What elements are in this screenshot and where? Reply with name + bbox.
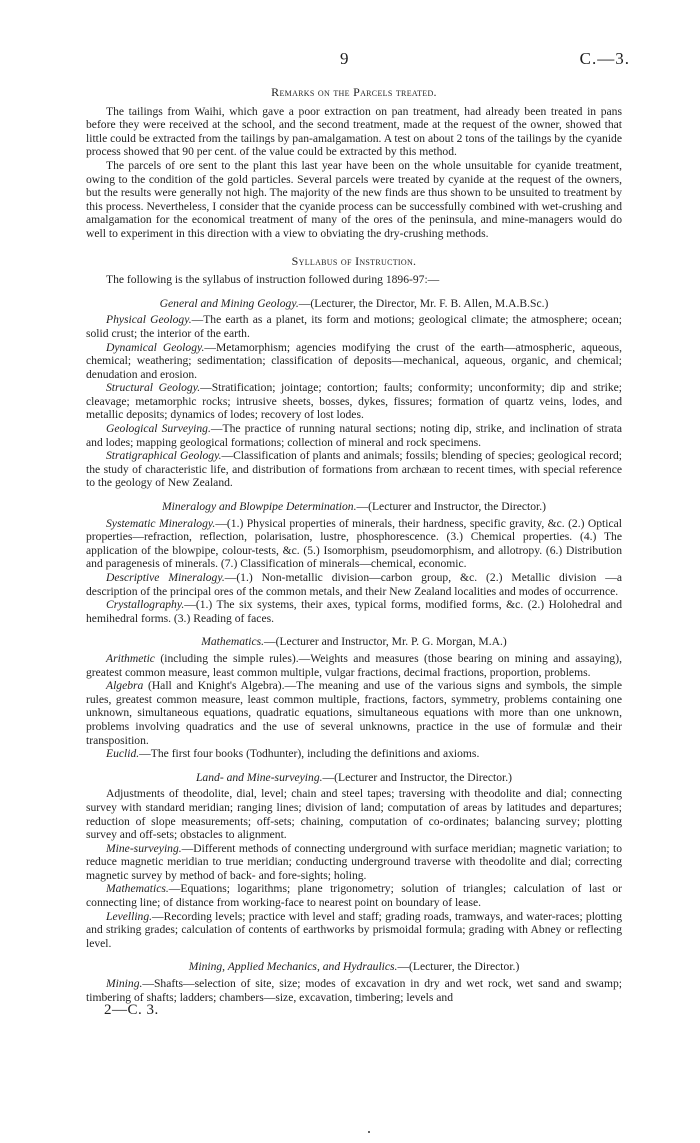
remarks-heading: Remarks on the Parcels treated. [271,85,437,99]
topic-lead: Mathematics. [106,882,169,896]
subject-title: Land- and Mine-surveying. [195,770,323,784]
syllabus-item [86,517,622,571]
topic-text: —Recording levels; practice with level and staff; grading roads, tramways, and water-races; plotting and striking grades; calculation of contents of earthworks by prismoidal formula; grading with Abney or reflecting level. [86,909,622,950]
syllabus-item [86,313,622,340]
topic-text: —Equations; logarithms; plane trigonometry; solution of triangles; calculation of last or connecting line; of distance from working-face to nearest point on boundary of lease. [86,882,622,910]
subject-heading-mining [86,960,622,974]
signature-reference: 2—C. 3. [104,1002,159,1018]
subject-lecturer: —(Lecturer and Instructor, the Director.) [356,500,546,514]
topic-text: (Hall and Knight's Algebra).—The meaning and use of the various signs and symbols, the simple rules, greatest common measure, least common multiple, fractions, factors, symmetry, problems containing one unknown, simultaneous equations, quadratic equations, simultaneous equations with more than one unknown, problems involving quadratics and the use of several unknowns, practice in the use of formulæ and their transposition. [86,679,622,747]
subject-lecturer: —(Lecturer, the Director.) [397,960,520,974]
subject-heading-mathematics [86,635,622,649]
topic-text: —Different methods of connecting underground with surface meridian; magnetic variation; to reduce magnetic meridian to true meridian; conducting underground traverse with theodolite and dial; correcting magnetic survey by method of back- and fore-sights; holing. [86,841,622,882]
topic-text: (including the simple rules).—Weights and measures (those bearing on mining and assaying), greatest common measure, least common multiple, vulgar fractions, decimal fractions, proportion, problems. [86,651,622,679]
subject-lecturer: —(Lecturer and Instructor, the Director.) [322,770,512,784]
remarks-paragraph: The parcels of ore sent to the plant this last year have been on the whole unsuitable for cyanide treatment, owing to the condition of the gold particles. Several parcels were treated by cyanide at the request of the owners, but the results were generally not high. The majority of the new finds are thus shown to be unsuited to treatment by this process. Nevertheless, I consider that the cyanide process can be successfully combined with wet-crushing and amalgamation for the economical treatment of many of the ores of the peninsula, and mine-managers would do well to experiment in this direction with a view to obviating the dry-crushing methods. [86,158,622,240]
topic-text: —(1.) Non-metallic division—carbon group, &c. (2.) Metallic division —a description of the principal ores of the common metals, and their New Zealand localities and modes of occurrence. [86,571,622,598]
syllabus-item [86,652,622,679]
topic-text: —Classification of plants and animals; fossils; blending of species; geological record; the study of characteristic life, and distribution of formations from archæan to recent times, with special reference to the geology of New Zealand. [86,449,622,490]
page-number: 9 [340,49,349,68]
topic-text: —(1.) Physical properties of minerals, their hardness, specific gravity, &c. (2.) Optical properties—refraction, reflection, polarisation, lustre, phosphorescence. (3.) Chemical properties. (4.) The application of the blowpipe, colour-tests, &c. (5.) Isomorphism, pseudomorphism, and allotropy. (6.) Distribution and paragenesis of minerals. (7.) Classification of minerals—chemical, economic. [86,516,622,571]
subject-heading-surveying [86,771,622,785]
topic-text: —The practice of running natural sections; noting dip, strike, and inclination of strata and lodes; mapping geological formations; collection of mineral and rock specimens. [86,422,623,449]
page-content [86,86,622,1004]
syllabus-item [86,598,622,625]
syllabus-item [86,910,622,951]
topic-lead: Physical Geology. [106,313,192,327]
remarks-paragraph: The tailings from Waihi, which gave a poor extraction on pan treatment, had already been treated in pans before they were received at the school, and the second treatment, made at the request of the owner, showed that little could be extracted from the tailings by pan-amalgamation. A test on about 2 tons of the tailings by the cyanide process showed that 90 per cent. of the value could be extracted by this method. [86,104,622,159]
syllabus-item [86,842,622,883]
syllabus-item [86,341,622,382]
syllabus-item [86,747,622,761]
syllabus-item [86,571,622,598]
topic-text: —Stratification; jointage; contortion; faults; conformity; unconformity; dip and strike; cleavage; metamorphic rocks; intrusive sheets, bosses, dykes, fissures; formation of quartz veins, lodes, and metallic deposits; dynamics of lodes; recovery of lost lodes. [86,381,622,422]
subject-lecturer: —(Lecturer, the Director, Mr. F. B. Allen, M.A.B.Sc.) [298,296,549,310]
syllabus-item [86,679,622,747]
topic-text: —Metamorphism; agencies modifying the crust of the earth—atmospheric, aqueous, chemical; weathering; sedimentation; classification of deposits—mechanical, aqueous, organic, and chemical; denudation and erosion. [86,340,622,381]
subject-title: Mining, Applied Mechanics, and Hydraulics. [188,960,398,974]
syllabus-item: Adjustments of theodolite, dial, level; chain and steel tapes; traversing with theodolite and dial; connecting survey with standard meridian; ranging lines; division of land; computation of areas by latitudes and departures; reduction of slope measurements; off-sets; chaining, computation of co-ordinates; balancing survey; plotting survey and off-sets; obstacles to alignment. [86,787,622,842]
topic-lead: Stratigraphical Geology. [106,449,222,463]
topic-lead: Geological Surveying. [106,422,211,436]
topic-text: —(1.) The six systems, their axes, typical forms, modified forms, &c. (2.) Holohedral and hemihedral forms. (3.) Reading of faces. [86,598,622,625]
topic-text: —Shafts—selection of site, size; modes of excavation in dry and wet rock, wet sand and swamp; timbering of shafts; ladders; chambers—size, excavation, timbering; levels and [86,977,622,1004]
syllabus-item [86,882,622,909]
syllabus-item [86,381,622,422]
topic-lead: Structural Geology. [106,381,201,395]
document-reference: C.—3. [579,49,630,68]
page-header [0,49,700,72]
topic-lead: Mine-surveying. [106,841,182,855]
topic-lead: Descriptive Mineralogy. [106,571,225,584]
subject-heading-mineralogy [86,500,622,514]
syllabus-item [86,977,622,1004]
topic-lead: Levelling. [106,909,153,923]
topic-lead: Systematic Mineralogy. [106,516,216,530]
syllabus-intro: The following is the syllabus of instruction followed during 1896-97:— [106,273,440,287]
subject-title: General and Mining Geology. [159,296,299,310]
topic-lead: Mining. [106,977,143,991]
print-speck [368,1131,370,1133]
topic-lead: Crystallography. [106,598,185,612]
topic-lead: Dynamical Geology. [106,340,205,354]
topic-lead: Algebra [106,679,144,693]
subject-title: Mathematics. [201,635,265,649]
syllabus-item [86,422,622,449]
subject-heading-geology [86,297,622,311]
topic-lead: Arithmetic [106,651,155,665]
topic-text: —The first four books (Todhunter), including the definitions and axioms. [139,747,480,761]
topic-lead: Euclid. [106,747,140,761]
subject-title: Mineralogy and Blowpipe Determination. [162,500,357,514]
syllabus-heading: Syllabus of Instruction. [291,253,417,268]
syllabus-item [86,449,622,490]
subject-lecturer: —(Lecturer and Instructor, Mr. P. G. Morgan, M.A.) [264,635,507,649]
topic-text: —The earth as a planet, its form and motions; geological climate; the atmosphere; ocean; solid crust; the interior of the earth. [86,313,622,340]
